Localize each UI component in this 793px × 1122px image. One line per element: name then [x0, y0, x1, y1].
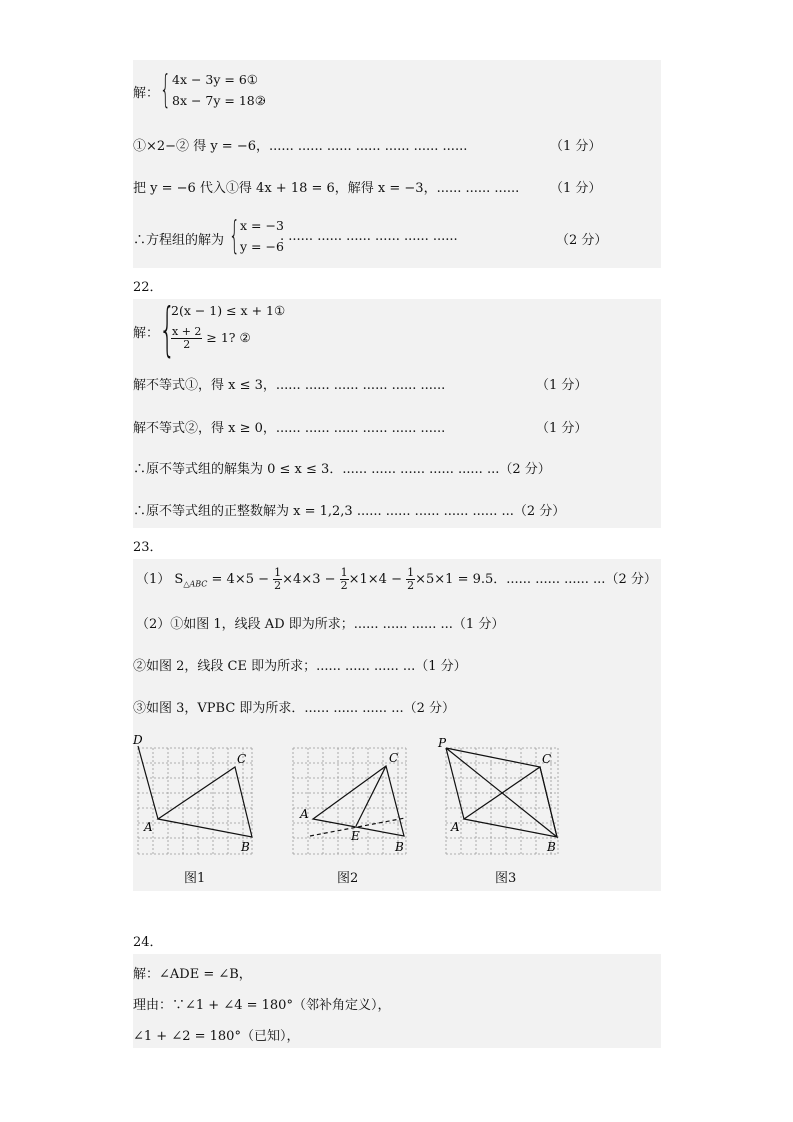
q21-step1: ①×2−② 得 y = −6，...... ...... ...... ...... ...... ...... ......	[133, 139, 468, 154]
q21-answer-score: （2 分）	[556, 233, 608, 248]
triangle-pbc	[446, 748, 557, 837]
q22-brace: {	[159, 295, 176, 363]
q22-eq-label: 解：	[133, 326, 160, 341]
q22-line3: ∴原不等式组的解集为 0 ≤ x ≤ 3．...... ...... ...... ...... ...... ...（2 分）	[133, 462, 551, 477]
label-a: A	[451, 820, 460, 834]
q22-line2-score: （1 分）	[536, 421, 588, 436]
q23-number: 23．	[133, 540, 163, 555]
triangle-abc	[313, 766, 404, 836]
q24-line3: ∠1 + ∠2 = 180°（已知），	[133, 1029, 300, 1044]
figure-1	[130, 730, 260, 860]
label-b: B	[395, 840, 404, 854]
q22-ineq2-rest: ≥ 1? ②	[206, 330, 251, 345]
label-c: C	[389, 751, 399, 765]
figure-3-caption: 图3	[495, 871, 517, 886]
q21-eq1: 4x − 3y = 6①	[172, 72, 259, 87]
label-a: A	[144, 820, 153, 834]
q21-answer-x: x = −3	[240, 218, 284, 233]
q21-answer-brace: {	[229, 213, 240, 257]
q22-line4: ∴原不等式组的正整数解为 x = 1,2,3 ...... ...... ...... ...... ...... ...（2 分）	[133, 504, 566, 519]
label-p: P	[438, 736, 447, 750]
q21-step2: 把 y = −6 代入①得 4x + 18 = 6，解得 x = −3，...... ...... ......	[133, 181, 520, 196]
figure-2	[288, 740, 418, 860]
q21-answer-label: ∴方程组的解为	[133, 233, 225, 248]
q21-answer-y: y = −6	[240, 239, 284, 254]
q23-line1: （1） $S_{\triangle ABC} = 4\times 5$ − $\frac{1}{2}$ ×4×3 − $\frac{1}{2}$ ×1×4 − $\frac{1}{2}$ ×5×1 = 9.5．...... ...... ...... ...（2 分）	[136, 566, 657, 592]
q22-line1-score: （1 分）	[536, 378, 588, 393]
q23-line4: ③如图 3，VPBC 即为所求．...... ...... ...... ...（2 分）	[133, 701, 455, 716]
q22-line2: 解不等式②，得 x ≥ 0，...... ...... ...... ...... ...... ......	[133, 421, 446, 436]
q21-step2-score: （1 分）	[550, 181, 602, 196]
segment-ce	[356, 766, 386, 826]
figure-3	[436, 734, 566, 860]
label-e: E	[351, 829, 360, 843]
q23-line2: （2）①如图 1，线段 AD 即为所求；...... ...... ...... ...（1 分）	[136, 617, 505, 632]
label-a: A	[300, 807, 309, 821]
q21-eq-label: 解：	[133, 86, 160, 101]
label-d: D	[133, 733, 143, 747]
figure-2-caption: 图2	[337, 871, 359, 886]
figure-1-grid	[138, 748, 252, 854]
q24-line1: 解：∠ADE = ∠B，	[133, 967, 252, 982]
q21-brace: {	[160, 67, 171, 111]
label-b: B	[547, 840, 556, 854]
q21-answer-tail: . ...... ...... ...... ...... ...... ......	[280, 229, 458, 244]
q24-number: 24．	[133, 935, 163, 950]
label-c: C	[237, 752, 247, 766]
q21-eq2: 8x − 7y = 18②	[172, 93, 266, 108]
figure-1-caption: 图1	[184, 871, 206, 886]
q22-number: 22．	[133, 280, 163, 295]
figure-3-shapes	[446, 748, 557, 837]
q23-line3: ②如图 2，线段 CE 即为所求；...... ...... ...... ...（1 分）	[133, 659, 467, 674]
triangle-abc	[158, 767, 252, 837]
q21-step1-score: （1 分）	[550, 139, 602, 154]
q22-ineq2-fraction: $\frac{x + 2}{2}$	[172, 325, 202, 351]
label-b: B	[241, 840, 250, 854]
q24-line2: 理由：∵∠1 + ∠4 = 180°（邻补角定义），	[133, 998, 391, 1013]
q22-line1: 解不等式①，得 x ≤ 3，...... ...... ...... ...... ...... ......	[133, 378, 446, 393]
q22-ineq2	[171, 326, 251, 351]
figure-2-shapes	[310, 766, 405, 836]
q22-ineq1: 2(x − 1) ≤ x + 1①	[171, 303, 286, 318]
label-c: C	[542, 752, 552, 766]
q21-eq-tail: ，	[262, 90, 276, 105]
